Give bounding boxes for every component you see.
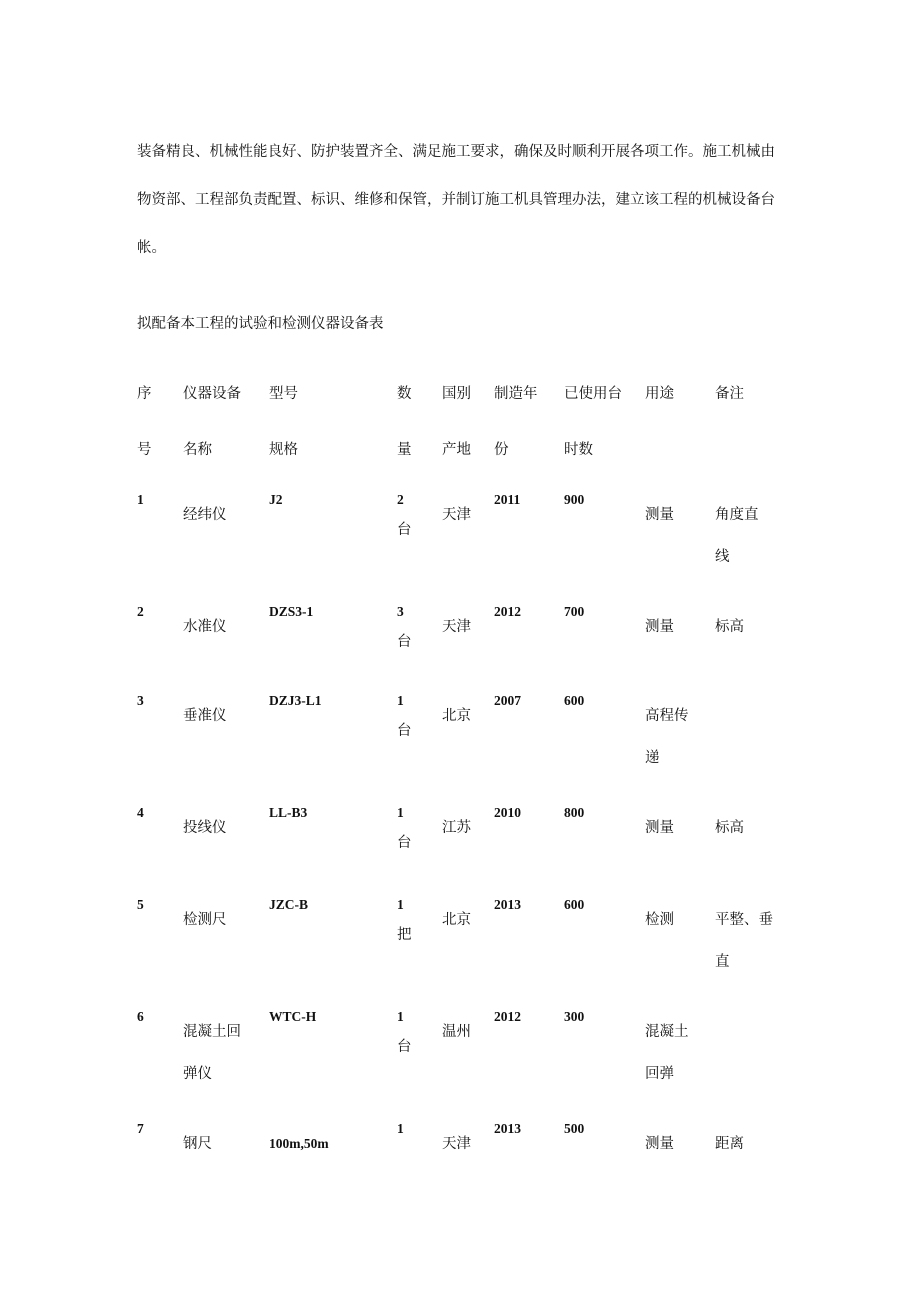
header-year: 制造年 <box>494 386 538 402</box>
header-name: 名称 <box>183 442 212 458</box>
cell-qty: 1 <box>397 1121 404 1136</box>
cell-name: 投线仪 <box>183 820 227 836</box>
cell-seq: 5 <box>137 897 144 912</box>
header-origin: 产地 <box>442 442 471 458</box>
header-name: 仪器设备 <box>183 386 241 402</box>
header-model: 型号 <box>269 386 298 402</box>
header-qty: 量 <box>397 442 412 458</box>
cell-use: 测量 <box>645 619 674 635</box>
cell-origin: 天津 <box>442 619 471 635</box>
cell-use: 检测 <box>645 912 674 928</box>
cell-qty: 1 <box>397 693 404 708</box>
header-qty: 数 <box>397 386 412 402</box>
cell-hours: 600 <box>564 693 585 708</box>
cell-model: DZS3-1 <box>269 604 314 619</box>
cell-year: 2013 <box>494 1121 521 1136</box>
cell-year: 2011 <box>494 492 521 507</box>
cell-name: 经纬仪 <box>183 507 227 523</box>
cell-name: 混凝土回 <box>183 1024 241 1040</box>
cell-use: 测量 <box>645 1136 674 1152</box>
header-model: 规格 <box>269 442 298 458</box>
header-year: 份 <box>494 442 509 458</box>
cell-model: 100m,50m <box>269 1136 329 1151</box>
header-use: 用途 <box>645 386 674 402</box>
header-origin: 国别 <box>442 386 471 402</box>
cell-model: DZJ3-L1 <box>269 693 322 708</box>
cell-name: 钢尺 <box>183 1136 212 1152</box>
cell-note: 距离 <box>715 1136 744 1152</box>
cell-name: 弹仪 <box>183 1066 212 1082</box>
cell-qty: 把 <box>397 927 412 943</box>
cell-qty: 1 <box>397 1009 404 1024</box>
cell-qty: 3 <box>397 604 404 619</box>
header-note: 备注 <box>715 386 744 402</box>
cell-use: 混凝土 <box>645 1024 689 1040</box>
cell-year: 2012 <box>494 604 521 619</box>
cell-name: 垂准仪 <box>183 708 227 724</box>
paragraph-line: 装备精良、机械性能良好、防护装置齐全、满足施工要求，确保及时顺利开展各项工作。施工机械由 <box>137 144 775 160</box>
cell-qty: 2 <box>397 492 404 507</box>
cell-origin: 天津 <box>442 507 471 523</box>
cell-model: WTC-H <box>269 1009 317 1024</box>
header-seq: 序 <box>137 386 152 402</box>
cell-qty: 台 <box>397 723 412 739</box>
header-seq: 号 <box>137 442 152 458</box>
cell-name: 水准仪 <box>183 619 227 635</box>
cell-seq: 1 <box>137 492 144 507</box>
cell-origin: 温州 <box>442 1024 471 1040</box>
cell-use: 回弹 <box>645 1066 674 1082</box>
cell-origin: 天津 <box>442 1136 471 1152</box>
paragraph-line: 帐。 <box>137 240 166 256</box>
cell-model: LL-B3 <box>269 805 308 820</box>
cell-year: 2007 <box>494 693 521 708</box>
cell-origin: 北京 <box>442 912 471 928</box>
table-caption: 拟配备本工程的试验和检测仪器设备表 <box>137 316 384 332</box>
cell-hours: 300 <box>564 1009 585 1024</box>
cell-qty: 1 <box>397 897 404 912</box>
cell-year: 2012 <box>494 1009 521 1024</box>
cell-model: JZC-B <box>269 897 309 912</box>
cell-seq: 7 <box>137 1121 144 1136</box>
cell-note: 标高 <box>715 820 744 836</box>
cell-hours: 900 <box>564 492 585 507</box>
cell-qty: 台 <box>397 1039 412 1055</box>
cell-use: 递 <box>645 750 660 766</box>
cell-use: 高程传 <box>645 708 689 724</box>
cell-hours: 700 <box>564 604 585 619</box>
cell-seq: 2 <box>137 604 144 619</box>
cell-note: 线 <box>715 549 730 565</box>
cell-origin: 江苏 <box>442 820 471 836</box>
cell-model: J2 <box>269 492 283 507</box>
paragraph-line: 物资部、工程部负责配置、标识、维修和保管，并制订施工机具管理办法，建立该工程的机械设备台 <box>137 192 775 208</box>
cell-year: 2010 <box>494 805 521 820</box>
cell-name: 检测尺 <box>183 912 227 928</box>
cell-note: 平整、垂 <box>715 912 773 928</box>
cell-hours: 800 <box>564 805 585 820</box>
cell-seq: 6 <box>137 1009 144 1024</box>
cell-seq: 4 <box>137 805 144 820</box>
cell-note: 角度直 <box>715 507 759 523</box>
cell-hours: 500 <box>564 1121 585 1136</box>
header-hours: 已使用台 <box>564 386 622 402</box>
cell-hours: 600 <box>564 897 585 912</box>
cell-year: 2013 <box>494 897 521 912</box>
cell-qty: 台 <box>397 835 412 851</box>
cell-use: 测量 <box>645 820 674 836</box>
cell-qty: 1 <box>397 805 404 820</box>
cell-origin: 北京 <box>442 708 471 724</box>
cell-note: 标高 <box>715 619 744 635</box>
cell-qty: 台 <box>397 634 412 650</box>
cell-use: 测量 <box>645 507 674 523</box>
cell-seq: 3 <box>137 693 144 708</box>
cell-note: 直 <box>715 954 730 970</box>
header-hours: 时数 <box>564 442 593 458</box>
cell-qty: 台 <box>397 522 412 538</box>
